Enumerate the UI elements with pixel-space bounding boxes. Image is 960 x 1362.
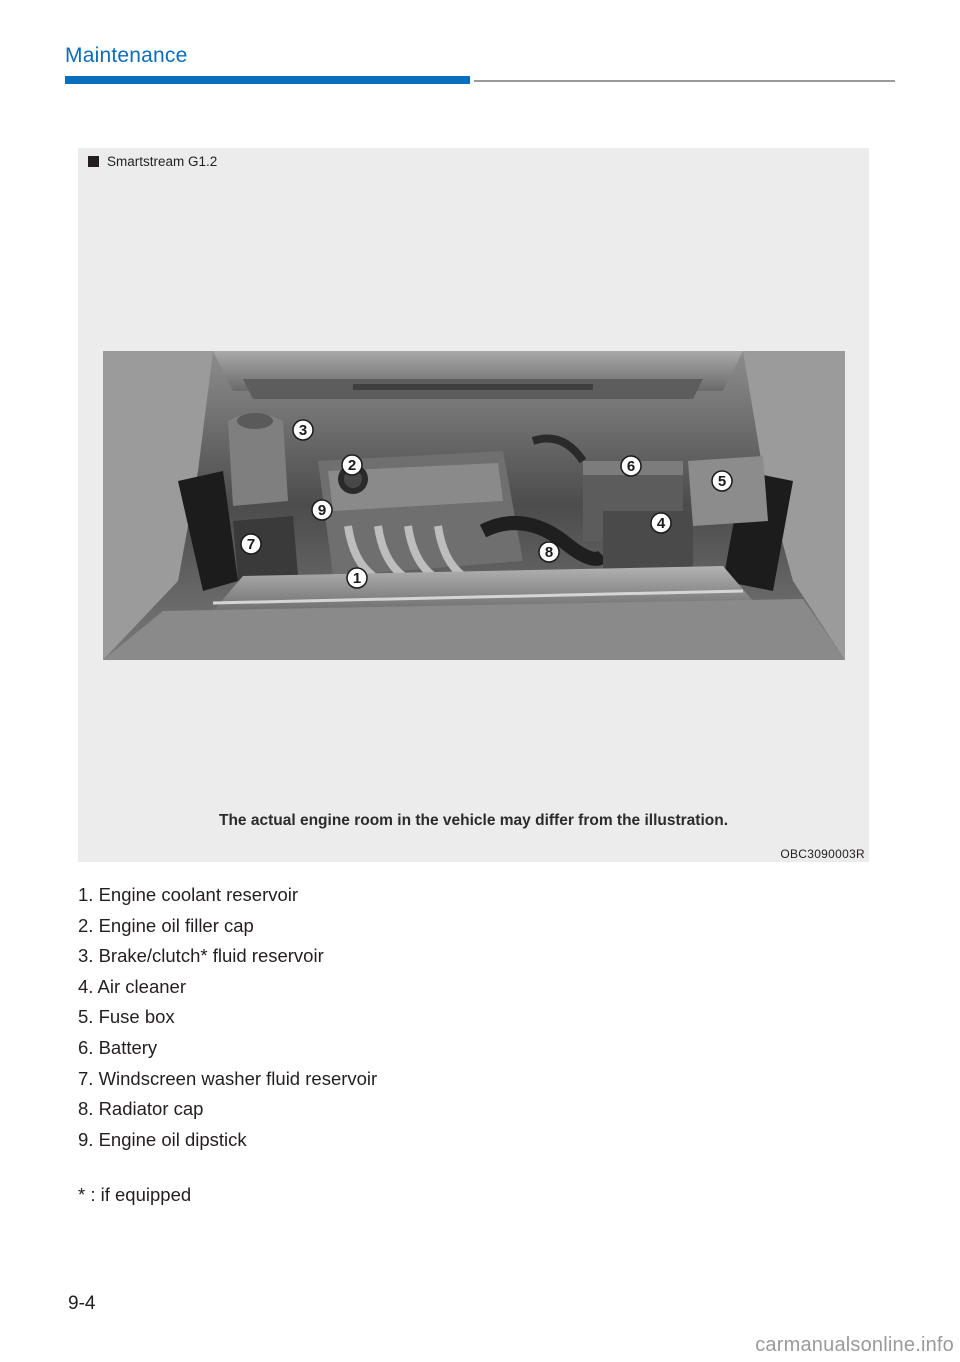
list-item: 5. Fuse box: [78, 1006, 175, 1028]
callout-4: 4: [656, 515, 666, 532]
parts-list: [78, 880, 377, 1155]
callout-9: 9: [317, 502, 327, 519]
list-item: 1. Engine coolant reservoir: [78, 884, 299, 905]
callout-8: 8: [544, 544, 554, 561]
figure-disclaimer: The actual engine room in the vehicle may differ from the illustration.: [218, 812, 728, 829]
callout-7: 7: [246, 536, 256, 553]
header-rule-accent: [65, 76, 470, 84]
figure-box: [78, 148, 869, 862]
callout-2: 2: [347, 457, 357, 474]
callout-6: 6: [626, 458, 636, 475]
engine-photo: [103, 351, 845, 660]
list-item: 6. Battery: [78, 1036, 158, 1058]
header-rule: [474, 80, 895, 82]
square-bullet-icon: [88, 156, 99, 167]
callout-1: 1: [352, 570, 362, 587]
list-item: 2. Engine oil filler cap: [78, 914, 254, 936]
figure-code: OBC3090003R: [780, 847, 865, 861]
list-item: 8. Radiator cap: [78, 1098, 204, 1120]
callout-3: 3: [298, 422, 308, 439]
watermark: carmanualsonline.info: [755, 1334, 954, 1356]
list-item: 4. Air cleaner: [78, 975, 186, 997]
section-title: Maintenance: [65, 44, 188, 67]
callout-5: 5: [717, 473, 727, 490]
page-number: 9-4: [68, 1293, 96, 1314]
figure-label-text: Smartstream G1.2: [107, 154, 218, 169]
list-item: 9. Engine oil dipstick: [78, 1128, 247, 1150]
footnote: * : if equipped: [78, 1184, 192, 1205]
list-item: 3. Brake/clutch* fluid reservoir: [78, 945, 324, 967]
figure-label: [88, 154, 217, 169]
list-item: 7. Windscreen washer fluid reservoir: [78, 1067, 378, 1089]
